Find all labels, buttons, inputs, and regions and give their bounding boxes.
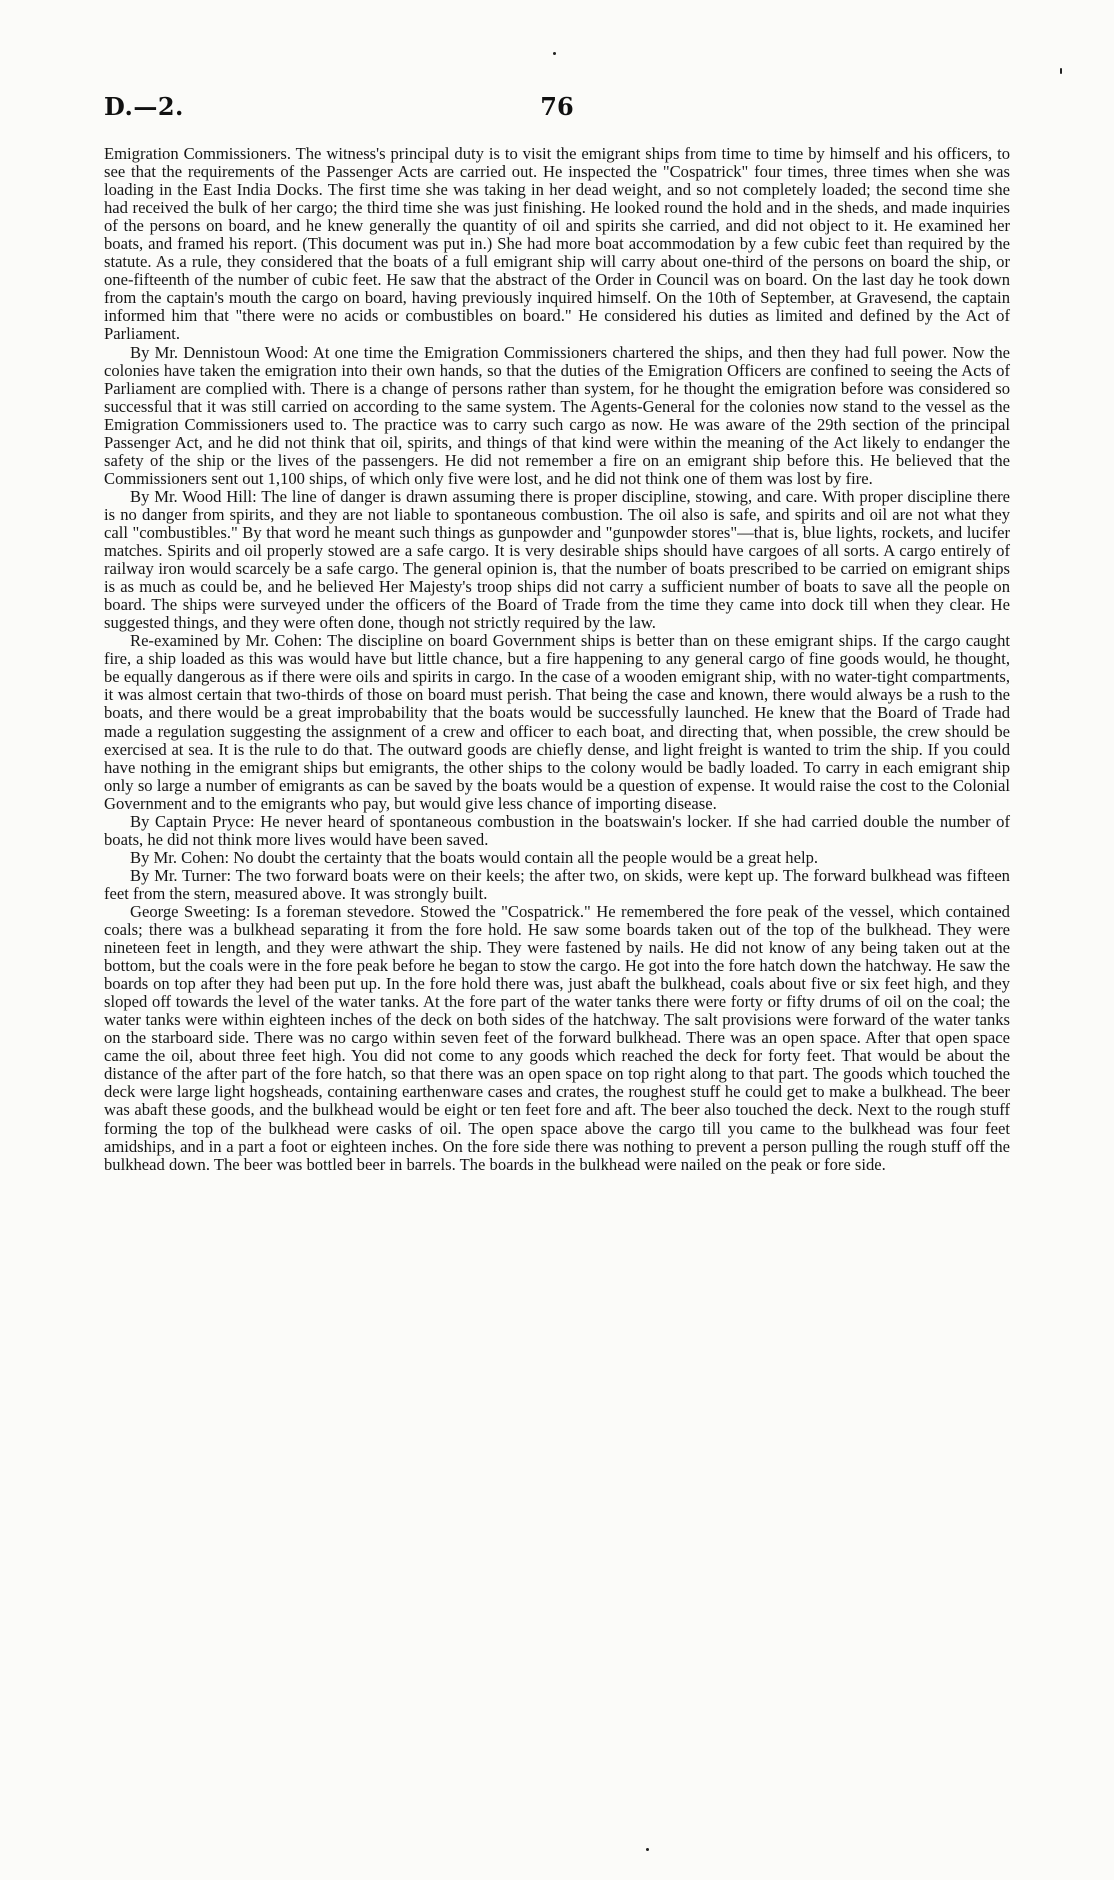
paragraph-text: The two forward boats were on their keels; the after two, on skids, were kept up. The forward bulkhead was fifteen feet from the stern, measured above. It was strongly built. — [104, 865, 1010, 903]
paragraph-speaker: By Captain Pryce: — [130, 811, 255, 831]
document-body — [104, 145, 1010, 1174]
paragraph-8 — [104, 903, 1010, 1174]
top-mark — [553, 52, 556, 55]
paragraph-text: The line of danger is drawn assuming there is proper discipline, stowing, and care. With proper discipline there is no danger from spirits, and they are not liable to spontaneous combustion. The oil also is safe, and spirits and oil are not what they call "combustibles." By that word he meant such things as gunpowder and "gunpowder stores"—that is, blue lights, rockets, and lucifer matches. Spirits and oil properly stowed are a safe cargo. It is very desirable ships should have cargoes of all sorts. A cargo entirely of railway iron would scarcely be a safe cargo. The general opinion is, that the number of boats prescribed to be carried on emigrant ships is as much as could be, and he believed Her Majesty's troop ships did not carry a sufficient number of boats to save all the people on board. The ships were surveyed under the officers of the Board of Trade from the time they came into dock till when they clear. He suggested things, and they were often done, though not strictly required by the law. — [104, 486, 1011, 633]
paragraph-speaker: By Mr. Cohen: — [130, 847, 230, 867]
paragraph-text: No doubt the certainty that the boats would contain all the people would be a great help. — [229, 847, 819, 867]
paragraph-text: He never heard of spontaneous combustion in the boatswain's locker. If she had carried double the number of boats, he did not think more lives would have been saved. — [104, 811, 1010, 849]
paragraph-5 — [104, 813, 1010, 849]
paragraph-text: At one time the Emigration Commissioners chartered the ships, and then they had full power. Now the colonies have taken the emigration into their own hands, so that the duties of the Emigration Officers are confined to seeing the Acts of Parliament are complied with. There is a change of persons rather than system, for he thought the emigration before was considered so successful that it was still carried on according to the same system. The Agents-General for the colonies now stand to the vessel as the Emigration Commissioners used to. The practice was to carry such cargo as now. He was aware of the 29th section of the principal Passenger Act, and he did not think that oil, spirits, and things of that kind were within the meaning of the Act likely to endanger the safety of the ship or the lives of the passengers. He did not remember a fire on an emigrant ship before this. He believed that the Commissioners sent out 1,100 ships, of which only five were lost, and he did not think one of them was lost by fire. — [104, 342, 1010, 488]
page-number: 76 — [540, 92, 574, 121]
paragraph-7 — [104, 867, 1010, 903]
corner-mark — [1060, 68, 1062, 74]
paragraph-speaker: By Mr. Wood Hill: — [130, 486, 257, 506]
paragraph-text: Emigration Commissioners. The witness's principal duty is to visit the emigrant ships from time to time by himself and his officers, to see that the requirements of the Passenger Acts are carried out. He inspected the "Cospatrick" four times, three times when she was loading in the East India Docks. The first time she was taking in her dead weight, and so not completely loaded; the second time she had received the bulk of her cargo; the third time she was just finishing. He looked round the hold and in the sheds, and made inquiries of the persons on board, and he knew generally the quantity of oil and spirits she carried, and did not object to it. He examined her boats, and framed his report. (This document was put in.) She had more boat accommodation by a few cubic feet than required by the statute. As a rule, they considered that the boats of a full emigrant ship will carry about one-third of the persons on board the ship, or one-fifteenth of the number of cubic feet. He saw that the abstract of the Order in Council was on board. On the last day he took down from the captain's mouth the cargo on board, having previously inquired himself. On the 10th of September, at Gravesend, the captain informed him that "there were no acids or combustibles on board." He considered his duties as limited and defined by the Act of Parliament. — [104, 144, 1010, 344]
document-reference: D.—2. — [104, 92, 184, 121]
paragraph-text: Is a foreman stevedore. Stowed the "Cospatrick." He remembered the fore peak of the vessel, which contained coals; there was a bulkhead separating it from the fore hold. He saw some boards taken out of the top of the bulkhead. They were nineteen feet in length, and they were athwart the ship. They were fastened by nails. He did not know of any being taken out at the bottom, but the coals were in the fore peak before he began to stow the cargo. He got into the fore hatch down the hatchway. He saw the boards on top after they had been put up. In the fore hold there was, just abaft the bulkhead, coals about five or six feet high, and they sloped off towards the level of the water tanks. At the fore part of the water tanks there were forty or fifty drums of oil on the coal; the water tanks were within eighteen inches of the deck on both sides of the hatchway. The salt provisions were forward of the water tanks on the starboard side. There was no cargo within seven feet of the forward bulkhead. There was an open space. After that open space came the oil, about three feet high. You did not come to any goods which reached the deck for forty feet. That would be about the distance of the after part of the fore hatch, so that there was an open space on top right along to that part. The goods which touched the deck were large light hogsheads, containing earthenware cases and crates, the roughest stuff he could get to make a bulkhead. The beer was abaft these goods, and the bulkhead would be eight or ten feet fore and aft. The beer also touched the deck. Next to the rough stuff forming the top of the bulkhead were casks of oil. The open space above the cargo till you came to the bulkhead was four feet amidships, and in a part a foot or eighteen inches. On the fore side there was nothing to prevent a person pulling the rough stuff off the bulkhead down. The beer was bottled beer in barrels. The boards in the bulkhead were nailed on the peak or fore side. — [104, 901, 1010, 1174]
paragraph-3 — [104, 488, 1010, 632]
paragraph-speaker: Re-examined by Mr. Cohen: — [130, 631, 323, 651]
page-header — [104, 92, 1010, 126]
paragraph-2 — [104, 344, 1010, 488]
paragraph-speaker: By Mr. Dennistoun Wood: — [130, 342, 309, 362]
bottom-mark — [646, 1848, 649, 1851]
paragraph-1 — [104, 145, 1010, 344]
paragraph-6 — [104, 849, 1010, 867]
paragraph-speaker: George Sweeting: — [130, 901, 251, 921]
paragraph-4 — [104, 632, 1010, 812]
paragraph-text: The discipline on board Government ships is better than on these emigrant ships. If the cargo caught fire, a ship loaded as this was would have but little chance, but a fire happening to any general cargo of fine goods would, he thought, be equally dangerous as if there were oils and spirits in cargo. In the case of a wooden emigrant ship, with no water-tight compartments, it was almost certain that two-thirds of those on board must perish. That being the case and known, there would always be a rush to the boats, and there would be a great improbability that the boats would be successfully launched. He knew that the Board of Trade had made a regulation suggesting the assignment of a crew and officer to each boat, and directing that, when possible, the crew should be exercised at sea. It is the rule to do that. The outward goods are chiefly dense, and light freight is wanted to trim the ship. If you could have nothing in the emigrant ships but emigrants, the other ships to the colony would be badly loaded. To carry in each emigrant ship only so large a number of emigrants as can be saved by the boats would be a question of expense. It would raise the cost to the Colonial Government and to the emigrants who pay, but would give less chance of importing disease. — [104, 631, 1011, 813]
paragraph-speaker: By Mr. Turner: — [130, 865, 232, 885]
